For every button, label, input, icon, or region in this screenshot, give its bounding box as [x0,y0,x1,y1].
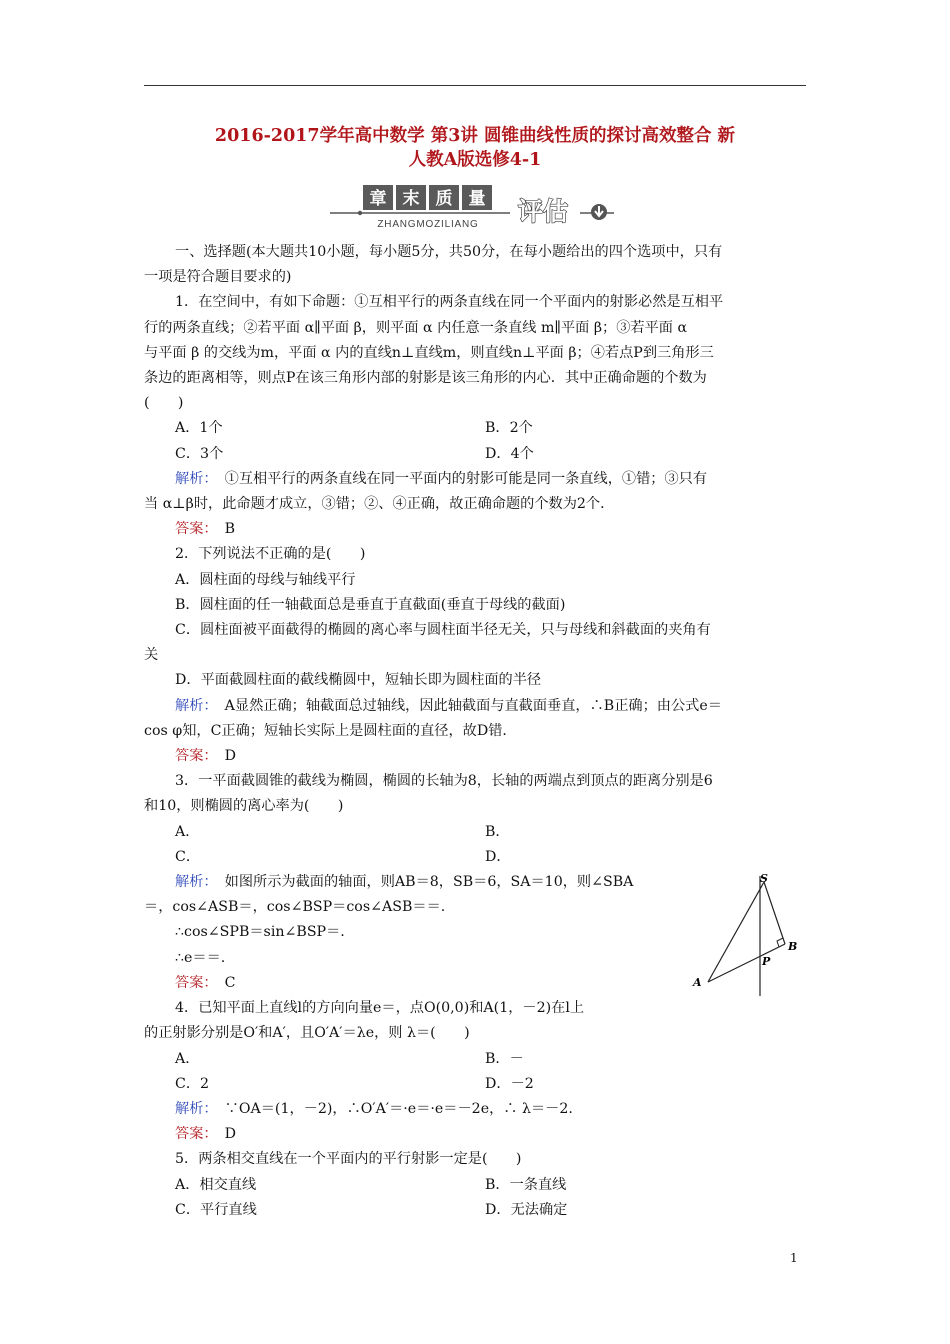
q2-solution-line1 [144,694,808,719]
page-number: 1 [790,1251,798,1265]
q5-option-b: B．一条直线 [485,1176,567,1193]
q1-option-a: A．1个 [175,420,223,437]
section-heading: 一、选择题(本大题共10小题，每小题5分，共50分，在每小题给出的四个选项中，只有 [175,244,723,260]
q1-solution-text1: ①互相平行的两条直线在同一平面内的射影可能是同一条直线，①错；③只有 [210,470,708,487]
banner-char-1: 章 [369,189,387,209]
q4-stem-line2: 的正射影分别是O′和A′，且O′A′＝λe，则 λ＝( ) [144,1025,470,1042]
q3-stem-line1: 3．一平面截圆锥的截线为椭圆，椭圆的长轴为8，长轴的两端点到顶点的距离分别是6 [175,773,713,790]
q2-option-a: A．圆柱面的母线与轴线平行 [175,571,356,588]
q1-stem-line4: 条边的距离相等，则点P在该三角形内部的射影是该三角形的内心．其中正确命题的个数为 [144,370,707,387]
q1-solution-label: 解析： [175,470,211,487]
banner-pinyin: ZHANGMOZILIANG [377,219,479,230]
q4-solution-line1 [144,1097,808,1122]
header-rule [144,85,806,86]
label-p: P [762,955,771,968]
q3-solution-line3: ∴cos∠SPB＝sin∠BSP＝. [175,924,345,941]
q3-solution-line2: ＝，cos∠ASB＝，cos∠BSP＝cos∠ASB＝＝. [144,899,446,916]
q3-solution-label: 解析： [175,874,211,891]
q2-option-c-cont: 关 [144,647,159,664]
segment-sb [764,882,785,944]
q1-options-row1 [144,416,808,441]
label-a: A [693,976,702,989]
chapter-review-banner [330,182,620,230]
q4-answer-label: 答案： [175,1126,211,1143]
q3-solution-text1: 如图所示为截面的轴面，则AB＝8，SB＝6，SA＝10，则∠SBA [210,874,634,891]
banner-evaluation-text: 评估 [517,197,569,226]
q4-option-b: B．－ [485,1050,524,1067]
q4-solution-text1: ∵OA＝(1，－2)，∴O′A′＝·e＝·e＝－2e，∴ λ＝－2. [210,1100,573,1117]
q1-option-b: B．2个 [485,420,533,437]
q4-stem-line1: 4．已知平面上直线l的方向向量e＝，点O(0,0)和A(1，－2)在l上 [175,1000,585,1017]
q3-answer-label: 答案： [175,974,211,991]
q2-answer-label: 答案： [175,748,211,765]
q4-answer-value: D [210,1126,237,1143]
q5-options-row1 [144,1173,808,1198]
q2-answer [144,744,808,769]
banner-char-tiles [363,185,492,210]
q3-option-c: C． [175,848,201,865]
banner-char-2: 末 [402,189,420,209]
q1-stem-line5: ( ) [144,395,184,412]
q1-options-row2 [144,442,808,467]
label-s: S [760,872,768,885]
q4-option-c: C．2 [175,1075,210,1092]
q5-option-c: C．平行直线 [175,1201,257,1218]
q2-option-d: D．平面截圆柱面的截线椭圆中，短轴长即为圆柱面的半径 [175,672,542,689]
segment-ab [708,944,785,982]
q3-options-row1 [144,820,808,845]
q4-option-a: A． [175,1050,200,1067]
q3-solution-line1 [144,870,680,895]
q2-answer-value: D [210,748,237,765]
q3-option-d: D． [485,848,511,865]
title-line-1: 2016-2017学年高中数学 第3讲 圆锥曲线性质的探讨高效整合 新 [214,126,736,146]
cone-axial-section-figure [690,868,810,1000]
q5-stem: 5．两条相交直线在一个平面内的平行射影一定是( ) [175,1151,522,1168]
q2-option-c: C．圆柱面被平面截得的椭圆的离心率与圆柱面半径无关，只与母线和斜截面的夹角有 [175,622,711,639]
q3-option-a: A． [175,823,200,840]
circle-arrow-icon [591,204,607,220]
banner-char-4: 量 [468,189,486,209]
section-heading-cont: 一项是符合题目要求的) [144,269,292,286]
document-title [144,124,806,172]
q4-options-row2 [144,1072,808,1097]
q4-solution-label: 解析： [175,1100,211,1117]
exercise-content [144,240,808,1223]
label-b: B [788,940,798,953]
q1-option-c: C．3个 [175,445,224,462]
q3-options-row2 [144,845,808,870]
q2-option-b: B．圆柱面的任一轴截面总是垂直于直截面(垂直于母线的截面) [175,596,566,613]
q5-option-d: D．无法确定 [485,1201,568,1218]
segment-sa [708,882,764,982]
q1-stem-line2: 行的两条直线；②若平面 α∥平面 β，则平面 α 内任意一条直线 m∥平面 β；③若平面 α [144,319,688,336]
q1-solution-line2: 当 α⊥β时，此命题才成立，③错；②、④正确，故正确命题的个数为2个． [144,496,615,513]
q1-stem-line1: 1．在空间中，有如下命题：①互相平行的两条直线在同一个平面内的射影必然是互相平 [175,294,724,311]
q1-option-d: D．4个 [485,445,534,462]
q5-options-row2 [144,1198,808,1223]
q1-answer [144,517,808,542]
q1-solution-line1 [144,467,808,492]
q2-solution-line2: cos φ知，C正确；短轴长实际上是圆柱面的直径，故D错． [144,722,517,739]
q2-solution-text1: A显然正确；轴截面总过轴线，因此轴截面与直截面垂直，∴B正确；由公式e＝ [210,697,722,714]
q4-answer [144,1122,808,1147]
q3-stem-line2: 和10，则椭圆的离心率为( ) [144,798,344,815]
q2-solution-label: 解析： [175,697,211,714]
q2-stem: 2．下列说法不正确的是( ) [175,546,366,563]
q1-answer-value: B [210,521,236,538]
title-line-2: 人教A版选修4-1 [408,150,542,170]
q4-option-d: D．－2 [485,1075,534,1092]
q1-stem-line3: 与平面 β 的交线为m，平面 α 内的直线n⊥直线m，则直线n⊥平面 β；④若点P到三角形三 [144,344,714,361]
banner-char-3: 质 [435,189,453,209]
q3-option-b: B． [485,823,510,840]
q1-answer-label: 答案： [175,521,211,538]
q3-solution-line4: ∴e＝＝. [175,949,226,966]
q5-option-a: A．相交直线 [175,1176,257,1193]
q3-answer-value: C [210,974,236,991]
q4-options-row1 [144,1047,808,1072]
